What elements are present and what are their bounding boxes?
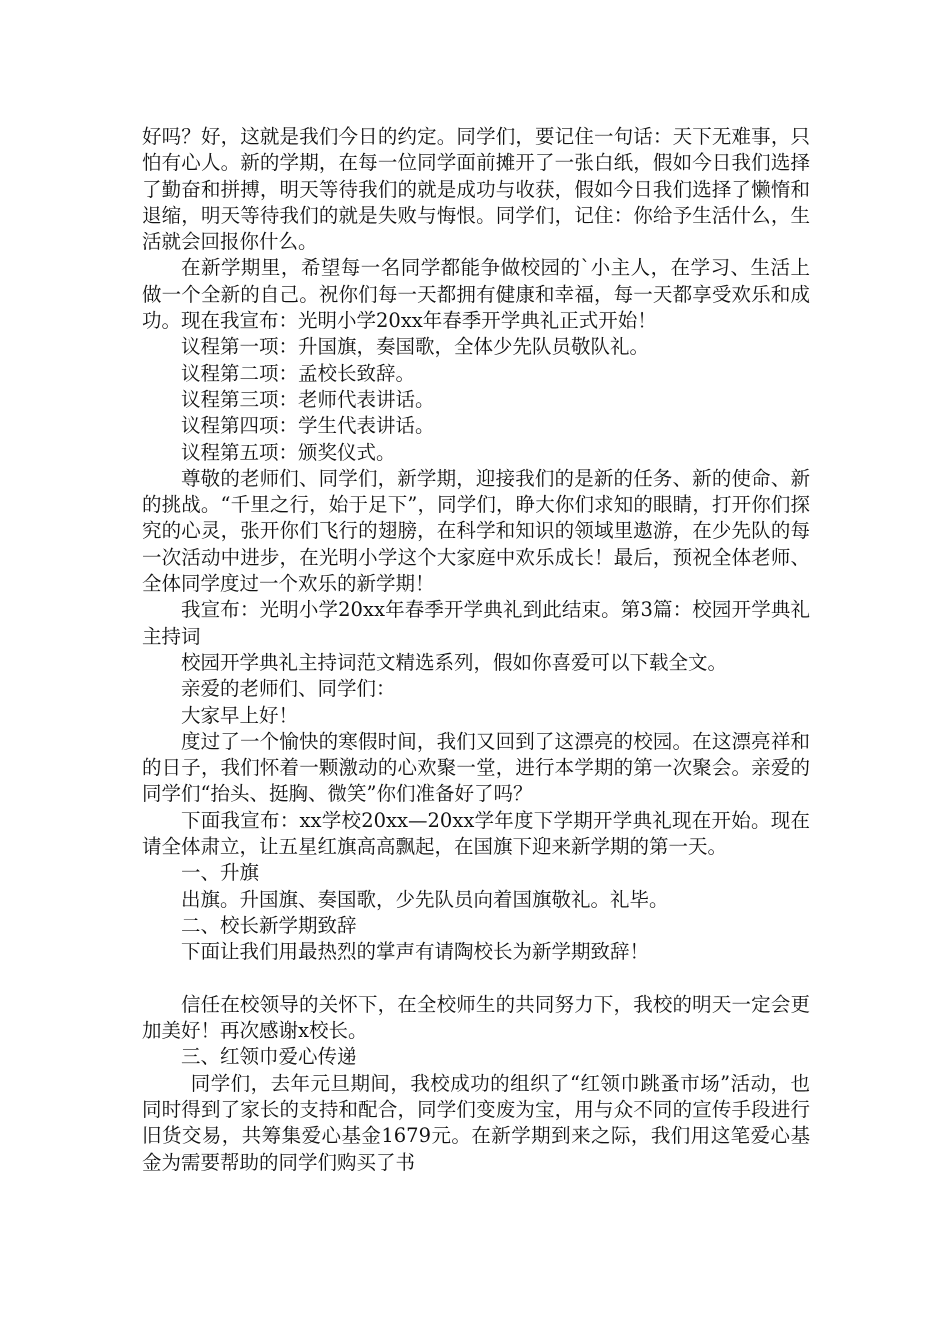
blank-line: [142, 966, 810, 992]
paragraph: 我宣布：光明小学20xx年春季开学典礼到此结束。第3篇：校园开学典礼主持词: [142, 598, 810, 648]
paragraph: 信任在校领导的关怀下，在全校师生的共同努力下，我校的明天一定会更加美好！再次感谢x校长。: [142, 992, 810, 1043]
agenda-item: 议程第五项：颁奖仪式。: [181, 440, 396, 464]
salutation: 亲爱的老师们、同学们：: [181, 677, 396, 701]
section-heading: 一、升旗: [181, 861, 260, 885]
agenda-item: 议程第三项：老师代表讲话。: [181, 387, 435, 411]
paragraph: 下面让我们用最热烈的掌声有请陶校长为新学期致辞！: [181, 940, 650, 964]
agenda-item: 议程第二项：孟校长致辞。: [181, 361, 416, 385]
paragraph: 校园开学典礼主持词范文精选系列，假如你喜爱可以下载全文。: [181, 650, 728, 674]
paragraph: 同学们，去年元旦期间，我校成功的组织了“红领巾跳蚤市场”活动，也同时得到了家长的支持和配合，同学们变废为宝，用与众不同的宣传手段进行旧货交易，共筹集爱心基金1679元。在新学期到来之际，我们用这笔爱心基金为需要帮助的同学们购买了书: [142, 1071, 810, 1174]
section-heading: 三、红领巾爱心传递: [181, 1045, 357, 1069]
document-body: [142, 124, 810, 1176]
agenda-item: 议程第一项：升国旗，奏国歌，全体少先队员敬队礼。: [181, 335, 650, 359]
agenda-item: 议程第四项：学生代表讲话。: [181, 414, 435, 438]
section-heading: 二、校长新学期致辞: [181, 913, 357, 937]
greeting: 大家早上好！: [181, 703, 299, 727]
paragraph: 出旗。升国旗、奏国歌，少先队员向着国旗敬礼。礼毕。: [181, 887, 669, 911]
paragraph: 在新学期里，希望每一名同学都能争做校园的`小主人，在学习、生活上做一个全新的自己。祝你们每一天都拥有健康和幸福，每一天都享受欢乐和成功。现在我宣布：光明小学20xx年春季开学典礼正式开始！: [142, 256, 810, 333]
paragraph: 度过了一个愉快的寒假时间，我们又回到了这漂亮的校园。在这漂亮祥和的日子，我们怀着一颗激动的心欢聚一堂，进行本学期的第一次聚会。亲爱的同学们“抬头、挺胸、微笑”你们准备好了吗？: [142, 729, 810, 806]
paragraph: 下面我宣布：xx学校20xx—20xx学年度下学期开学典礼现在开始。现在请全体肃立，让五星红旗高高飘起，在国旗下迎来新学期的第一天。: [142, 808, 810, 859]
paragraph: 好吗？好，这就是我们今日的约定。同学们，要记住一句话：天下无难事，只怕有心人。新的学期，在每一位同学面前摊开了一张白纸，假如今日我们选择了勤奋和拼搏，明天等待我们的就是成功与收获，假如今日我们选择了懒惰和退缩，明天等待我们的就是失败与悔恨。同学们，记住：你给予生活什么，生活就会回报你什么。: [142, 125, 810, 254]
paragraph: 尊敬的老师们、同学们，新学期，迎接我们的是新的任务、新的使命、新的挑战。“千里之行，始于足下”，同学们，睁大你们求知的眼睛，打开你们探究的心灵，张开你们飞行的翅膀，在科学和知识的领域里遨游，在少先队的每一次活动中进步，在光明小学这个大家庭中欢乐成长！最后，预祝全体老师、全体同学度过一个欢乐的新学期！: [142, 466, 810, 596]
